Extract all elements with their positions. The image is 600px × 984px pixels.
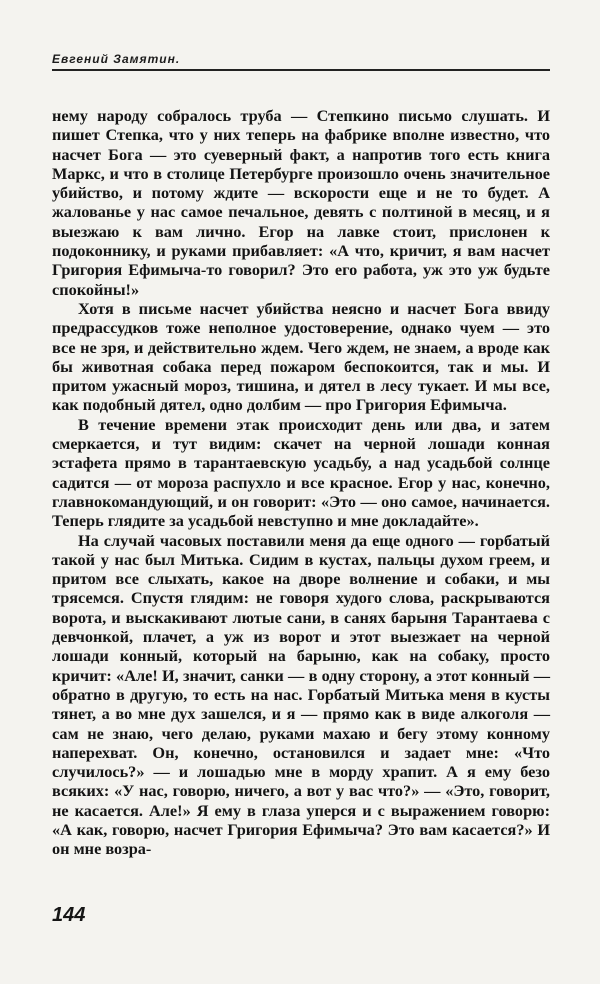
paragraph-4: На случай часовых поставили меня да еще одного — горбатый такой у нас был Митька. Сидим в кустах, пальцы духом греем, и притом все слыхать, какое на дворе волнение и собаки, и мы трясемся. Спустя глядим: не говоря худого слова, раскрываются ворота, и выскакивают лютые сани, в санях барыня Тарантаева с девчонкой, плачет, а уж из ворот и этот выезжает на черной лошади конный, который на барыню, как на собаку, просто кричит: «Але! И, значит, санки — в одну сторону, а этот конный — обратно в другую, то есть на нас. Горбатый Митька меня в кусты тянет, а во мне дух зашелся, и я — прямо как в виде алкоголя — сам не знаю, чего делаю, руками махаю и бегу этому конному наперехват. Он, конечно, остановился и задает мне: «Что случилось?» — и лошадью мне в морду храпит. А я ему безо всяких: «У нас, говорю, ничего, а вот у вас что?» — «Это, говорит, не касается. Але!» Я ему в глаза уперся и с выражением говорю: «А как, говорю, насчет Григория Ефимыча? Это вам касается?» И он мне возра- [52, 530, 550, 859]
header-author: Евгений Замятин. [52, 52, 181, 66]
paragraph-2: Хотя в письме насчет убийства неясно и насчет Бога ввиду предрассудков тоже неполное удостоверение, однако чуем — это все не зря, и действительно ждем. Чего ждем, не знаем, а вроде как бы животная собака перед пожаром беспокоится, так и мы. И притом ужасный мороз, тишина, и дятел в лесу тукает. И мы все, как подобный дятел, одно долбим — про Григория Ефимыча. [52, 298, 550, 415]
page-number: 144 [52, 904, 86, 926]
paragraph-1: нему народу собралось труба — Степкино письмо слушать. И пишет Степка, что у них теперь на фабрике вполне известно, что насчет Бога — это суеверный факт, а напротив того есть книга Маркс, и что в столице Петербурге произошло очень значительное убийство, и потому ждите — вскорости еще и не то будет. А жалованье у нас самое печальное, девять с полтиной в месяц, и я выезжаю к вам лично. Егор на лавке стоит, прислонен к подоконнику, и руками прибавляет: «А что, кричит, я вам насчет Григория Ефимыча-то говорил? Это его работа, уж это уж будьте спокойны!» [52, 106, 550, 299]
header-rule [52, 69, 550, 71]
running-header [52, 52, 550, 66]
paragraph-3: В течение времени этак происходит день или два, и затем смеркается, и тут видим: скачет на черной лошади конная эстафета прямо в тарантаевскую усадьбу, а над усадьбой солнце садится — от мороза распухло и все красное. Егор у нас, конечно, главнокомандующий, и он говорит: «Это — оно самое, начинается. Теперь глядите за усадьбой невступно и мне докладайте». [52, 414, 550, 531]
body-text [52, 106, 550, 859]
